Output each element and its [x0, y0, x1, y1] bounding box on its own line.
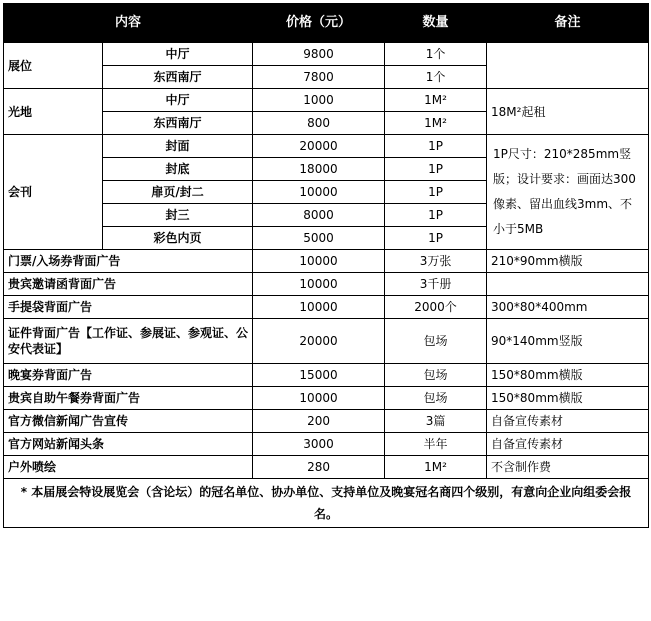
item-price: 8000: [253, 204, 385, 227]
item-note: 自备宣传素材: [487, 410, 649, 433]
item-price: 10000: [253, 181, 385, 204]
item-price: 5000: [253, 227, 385, 250]
item-note: 150*80mm横版: [487, 387, 649, 410]
item-name: 封底: [103, 158, 253, 181]
item-name: 贵宾自助午餐券背面广告: [4, 387, 253, 410]
header-note: 备注: [487, 4, 649, 43]
price-table-container: [3, 3, 649, 528]
item-price: 9800: [253, 43, 385, 66]
item-price: 20000: [253, 319, 385, 364]
item-note: 150*80mm横版: [487, 364, 649, 387]
item-price: 3000: [253, 433, 385, 456]
item-qty: 3万张: [385, 250, 487, 273]
item-note: 210*90mm横版: [487, 250, 649, 273]
item-qty: 2000个: [385, 296, 487, 319]
table-row: [4, 387, 649, 410]
item-note: [487, 273, 649, 296]
item-name: 东西南厅: [103, 66, 253, 89]
item-qty: 1个: [385, 43, 487, 66]
table-row: [4, 89, 649, 112]
item-price: 280: [253, 456, 385, 479]
item-qty: 1M²: [385, 89, 487, 112]
item-name: 扉页/封二: [103, 181, 253, 204]
item-qty: 1P: [385, 158, 487, 181]
item-qty: 半年: [385, 433, 487, 456]
price-table: [3, 3, 649, 528]
table-row: [4, 456, 649, 479]
footnote-row: [4, 479, 649, 528]
item-qty: 包场: [385, 319, 487, 364]
table-row: [4, 364, 649, 387]
item-name: 中厅: [103, 89, 253, 112]
item-note: 300*80*400mm: [487, 296, 649, 319]
item-qty: 1P: [385, 204, 487, 227]
item-price: 200: [253, 410, 385, 433]
table-row: [4, 250, 649, 273]
item-price: 18000: [253, 158, 385, 181]
table-row: [4, 433, 649, 456]
item-price: 1000: [253, 89, 385, 112]
item-price: 10000: [253, 296, 385, 319]
item-qty: 包场: [385, 364, 487, 387]
journal-note: 1P尺寸：210*285mm竖版；设计要求：画面达300像素、留出血线3mm、不小于5MB: [487, 135, 649, 250]
item-qty: 3篇: [385, 410, 487, 433]
item-note: 自备宣传素材: [487, 433, 649, 456]
item-name: 封三: [103, 204, 253, 227]
category-bare-space: 光地: [4, 89, 103, 135]
item-qty: 3千册: [385, 273, 487, 296]
header-price: 价格（元）: [253, 4, 385, 43]
category-journal: 会刊: [4, 135, 103, 250]
category-booth: 展位: [4, 43, 103, 89]
item-name: 官方网站新闻头条: [4, 433, 253, 456]
item-qty: 1P: [385, 181, 487, 204]
item-name: 手提袋背面广告: [4, 296, 253, 319]
item-note: 不含制作费: [487, 456, 649, 479]
table-row: [4, 319, 649, 364]
item-name: 门票/入场券背面广告: [4, 250, 253, 273]
table-row: [4, 296, 649, 319]
header-row: [4, 4, 649, 43]
item-price: 15000: [253, 364, 385, 387]
item-qty: 包场: [385, 387, 487, 410]
item-name: 贵宾邀请函背面广告: [4, 273, 253, 296]
item-qty: 1P: [385, 135, 487, 158]
table-row: [4, 135, 649, 158]
item-price: 7800: [253, 66, 385, 89]
item-name: 彩色内页: [103, 227, 253, 250]
item-name: 封面: [103, 135, 253, 158]
item-name: 晚宴券背面广告: [4, 364, 253, 387]
item-name: 户外喷绘: [4, 456, 253, 479]
item-note: 18M²起租: [487, 89, 649, 135]
item-name: 中厅: [103, 43, 253, 66]
table-row: [4, 410, 649, 433]
item-price: 800: [253, 112, 385, 135]
item-name: 东西南厅: [103, 112, 253, 135]
table-row: [4, 43, 649, 66]
header-qty: 数量: [385, 4, 487, 43]
item-qty: 1M²: [385, 456, 487, 479]
item-note: 90*140mm竖版: [487, 319, 649, 364]
item-name: 官方微信新闻广告宣传: [4, 410, 253, 433]
footnote: * 本届展会特设展览会（含论坛）的冠名单位、协办单位、支持单位及晚宴冠名商四个级别，有意向企业向组委会报名。: [4, 479, 649, 528]
item-name: 证件背面广告【工作证、参展证、参观证、公安代表证】: [4, 319, 253, 364]
table-row: [4, 273, 649, 296]
item-price: 10000: [253, 387, 385, 410]
item-price: 20000: [253, 135, 385, 158]
item-qty: 1P: [385, 227, 487, 250]
item-note: [487, 43, 649, 89]
item-price: 10000: [253, 273, 385, 296]
header-content: 内容: [4, 4, 253, 43]
item-price: 10000: [253, 250, 385, 273]
item-qty: 1个: [385, 66, 487, 89]
item-qty: 1M²: [385, 112, 487, 135]
